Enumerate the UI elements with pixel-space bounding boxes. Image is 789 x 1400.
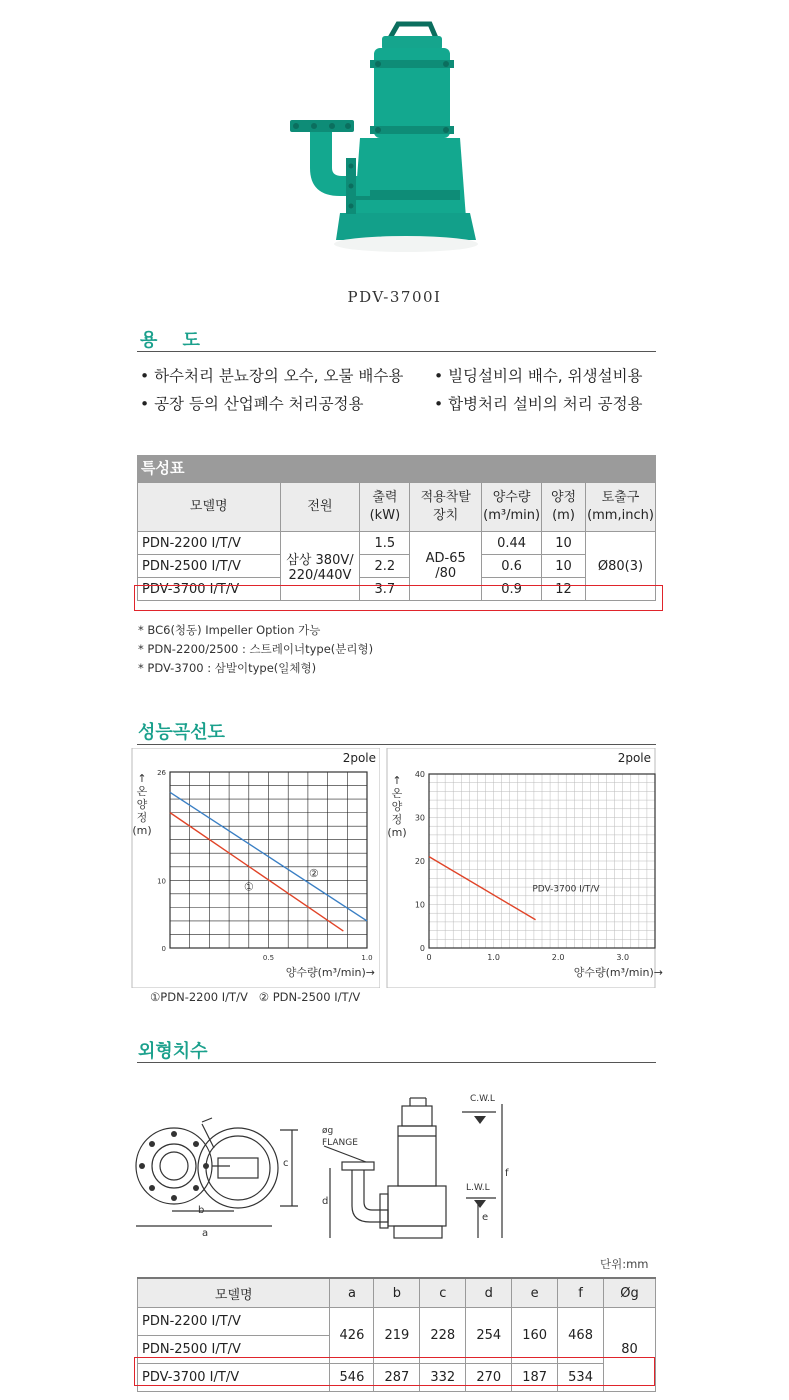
y-tick-label: 0 <box>419 944 425 953</box>
curve-legend: ①PDN-2200 I/T/V ② PDN-2500 I/T/V <box>150 990 361 1004</box>
cell-output: 2.2 <box>360 555 410 578</box>
dim-header-a: a <box>330 1278 374 1308</box>
y-tick-label: 26 <box>157 769 166 777</box>
y-axis-label-char: 온 <box>391 787 403 800</box>
usage-bullet-2: • 빌딩설비의 배수, 위생설비용 <box>434 367 643 385</box>
unit-label: 단위:mm <box>600 1257 649 1271</box>
note-1: * BC6(청동) Impeller Option 가능 <box>138 623 321 637</box>
dim-cell-b: 219 <box>374 1308 420 1364</box>
y-axis-label-char: (m) <box>132 824 152 837</box>
dim-cell-d: 254 <box>466 1308 512 1364</box>
y-axis-label-char: ↑ <box>392 774 402 787</box>
cell-flow: 0.44 <box>482 532 542 555</box>
x-tick-label: 0.5 <box>262 954 275 962</box>
dim-cell-e: 160 <box>512 1308 558 1364</box>
dimensions-title: 외형치수 <box>138 1041 208 1062</box>
x-axis-label: 양수량(m³/min)→ <box>285 966 375 979</box>
y-axis-label-char: (m) <box>387 826 407 839</box>
series-label-2: ② <box>308 866 319 880</box>
dim-header-g: Øg <box>604 1278 656 1308</box>
performance-chart-1 <box>130 748 380 988</box>
y-axis-label-char: 양 <box>391 800 403 813</box>
y-tick-label: 30 <box>414 813 425 823</box>
header-power: 전원 <box>280 483 360 532</box>
label-d: d <box>322 1196 329 1207</box>
dim-cell-b: 287 <box>374 1364 420 1392</box>
dim-cell-model: PDN-2200 I/T/V <box>138 1308 330 1336</box>
usage-title: 용 도 <box>140 330 200 351</box>
dim-header-c: c <box>420 1278 466 1308</box>
series-label-1: ① <box>243 880 254 894</box>
cell-head: 12 <box>542 578 586 601</box>
label-lwl: L.W.L <box>466 1183 490 1193</box>
dimensions-divider <box>137 1062 656 1063</box>
dim-cell-d: 270 <box>466 1364 512 1392</box>
cell-flow: 0.9 <box>482 578 542 601</box>
x-tick-label: 1.0 <box>487 953 500 962</box>
y-axis-label-char: 온 <box>136 785 148 798</box>
dim-header-b: b <box>374 1278 420 1308</box>
x-tick-label: 3.0 <box>616 953 630 962</box>
table-row <box>138 1308 656 1336</box>
header-head: 양정 (m) <box>542 483 586 532</box>
spec-notes <box>138 621 373 678</box>
y-axis-label-char: ↑ <box>137 772 147 785</box>
dim-header-d: d <box>466 1278 512 1308</box>
header-flow: 양수량 (m³/min) <box>482 483 542 532</box>
y-tick-label: 10 <box>157 877 166 886</box>
cell-flow: 0.6 <box>482 555 542 578</box>
cell-model: PDN-2200 I/T/V <box>138 532 281 555</box>
note-2: * PDN-2200/2500 : 스트레이너type(분리형) <box>138 642 374 656</box>
y-axis-label-char: 정 <box>391 813 403 826</box>
spec-table <box>137 482 656 601</box>
cell-head: 10 <box>542 555 586 578</box>
y-axis-label-char: 정 <box>136 811 148 824</box>
x-tick-label: 2.0 <box>551 953 565 962</box>
dim-cell-g: 80 <box>604 1308 656 1392</box>
performance-chart-2 <box>385 748 665 988</box>
header-model: 모델명 <box>138 483 281 532</box>
dim-header-e: e <box>512 1278 558 1308</box>
label-f: f <box>505 1168 509 1179</box>
cell-model: PDV-3700 I/T/V <box>138 578 281 601</box>
dim-cell-model: PDV-3700 I/T/V <box>138 1364 330 1392</box>
note-3: * PDV-3700 : 삼발이type(일체형) <box>138 661 317 675</box>
header-outlet: 토출구 (mm,inch) <box>585 483 655 532</box>
label-e: e <box>482 1212 489 1223</box>
x-axis-label: 양수량(m³/min)→ <box>573 966 663 979</box>
product-image <box>270 18 490 258</box>
y-tick-label: 20 <box>414 857 425 866</box>
usage-bullet-4: • 합병처리 설비의 처리 공정용 <box>434 395 643 413</box>
usage-bullet-3: • 공장 등의 산업폐수 처리공정용 <box>140 395 364 413</box>
cell-head: 10 <box>542 532 586 555</box>
cell-output: 3.7 <box>360 578 410 601</box>
cell-power: 삼상 380V/ 220/440V <box>280 532 360 601</box>
chart-title: 2pole <box>342 751 376 765</box>
dim-header-model: 모델명 <box>138 1278 330 1308</box>
product-caption: PDV-3700I <box>347 288 442 306</box>
curve-divider <box>137 744 656 745</box>
label-c: c <box>283 1158 289 1169</box>
header-device: 적용착탈 장치 <box>410 483 482 532</box>
dim-cell-a: 426 <box>330 1308 374 1364</box>
table-row <box>138 532 656 555</box>
y-tick-label: 40 <box>414 770 425 779</box>
dim-cell-e: 187 <box>512 1364 558 1392</box>
label-a: a <box>202 1228 209 1239</box>
series-label-pdv3700: PDV-3700 I/T/V <box>532 884 600 895</box>
highlight-dim-row-pdv3700 <box>134 1357 655 1386</box>
dim-cell-model: PDN-2500 I/T/V <box>138 1336 330 1364</box>
dim-cell-f: 468 <box>558 1308 604 1364</box>
highlight-row-pdv3700 <box>134 585 663 611</box>
y-tick-label: 0 <box>161 945 166 953</box>
label-cwl: C.W.L <box>470 1094 495 1104</box>
table-row <box>138 555 656 578</box>
spec-table-title: 특성표 <box>137 455 656 482</box>
cell-device: AD-65 /80 <box>410 532 482 601</box>
usage-divider <box>137 351 656 352</box>
dim-cell-f: 534 <box>558 1364 604 1392</box>
cell-output: 1.5 <box>360 532 410 555</box>
y-tick-label: 10 <box>414 900 425 910</box>
x-tick-label: 0 <box>426 953 432 962</box>
cell-model: PDN-2500 I/T/V <box>138 555 281 578</box>
cell-outlet: Ø80(3) <box>585 532 655 601</box>
header-output: 출력 (kW) <box>360 483 410 532</box>
label-b: b <box>198 1205 205 1216</box>
dim-header-f: f <box>558 1278 604 1308</box>
label-flange: FLANGE <box>322 1138 358 1148</box>
dim-cell-c: 228 <box>420 1308 466 1364</box>
dim-cell-c: 332 <box>420 1364 466 1392</box>
y-axis-label-char: 양 <box>136 798 148 811</box>
chart-title: 2pole <box>617 751 651 765</box>
x-tick-label: 1.0 <box>361 954 373 962</box>
chart-frame <box>132 748 380 988</box>
dim-cell-a: 546 <box>330 1364 374 1392</box>
label-phi-g: øg <box>322 1126 334 1136</box>
usage-bullet-1: • 하수처리 분뇨장의 오수, 오물 배수용 <box>140 367 404 385</box>
curve-title: 성능곡선도 <box>138 722 225 743</box>
